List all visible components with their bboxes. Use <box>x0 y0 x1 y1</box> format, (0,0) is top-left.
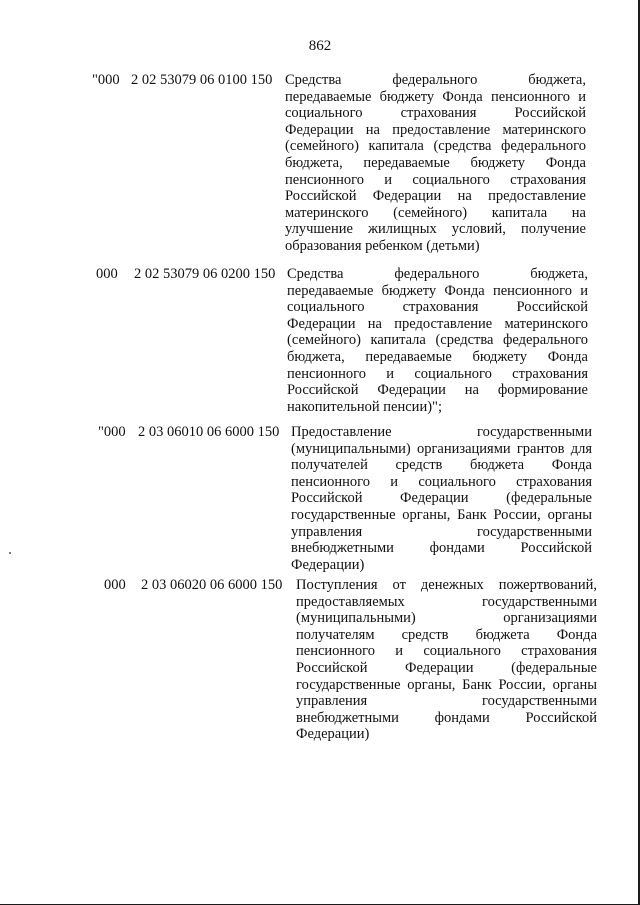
description-line: Российской Федерации на предоставление <box>285 188 586 205</box>
description-line: материнского (семейного) капитала на <box>285 204 586 221</box>
entry-description <box>296 577 597 743</box>
description-line: (муниципальными) организациями <box>296 610 597 627</box>
description-line: образования ребенком (детьми) <box>285 237 480 254</box>
description-line: бюджета, передаваемые бюджету Фонда <box>285 154 586 171</box>
description-line: пенсионного и социального страхования <box>287 365 588 382</box>
description-line: бюджета, передаваемые бюджету Фонда <box>287 348 588 365</box>
entry-description <box>291 424 592 573</box>
description-line: Российской Федерации на формирование <box>287 382 588 399</box>
entry-admin-code: "000 <box>92 72 120 88</box>
description-line: Российской Федерации (федеральные <box>296 659 597 676</box>
description-line: получателей средств бюджета Фонда <box>291 457 592 474</box>
description-line: социального страхования Российской <box>285 105 586 122</box>
entry-budget-code: 2 03 06010 06 6000 150 <box>138 424 280 440</box>
description-line: пенсионного и социального страхования <box>285 171 586 188</box>
entry-budget-code: 2 03 06020 06 6000 150 <box>141 577 283 593</box>
entry-admin-code: 000 <box>104 577 126 593</box>
description-line: передаваемые бюджету Фонда пенсионного и <box>285 88 586 105</box>
description-line: пенсионного и социального страхования <box>291 473 592 490</box>
description-line: Федерации) <box>296 726 370 743</box>
entry-budget-code: 2 02 53079 06 0200 150 <box>134 266 276 282</box>
description-line: Поступления от денежных пожертвований, <box>296 577 597 593</box>
description-line: управления государственными <box>291 523 592 540</box>
scan-speck <box>9 552 11 554</box>
description-line: социального страхования Российской <box>287 299 588 316</box>
description-line: внебюджетными фондами Российской <box>296 709 597 726</box>
description-line: (семейного) капитала (средства федерального <box>285 138 586 155</box>
entry-description <box>285 72 586 255</box>
description-line: накопительной пенсии)"; <box>287 398 442 415</box>
description-line: передаваемые бюджету Фонда пенсионного и <box>287 282 588 299</box>
description-line: внебюджетными фондами Российской <box>291 540 592 557</box>
description-line: Средства федерального бюджета, <box>285 72 586 88</box>
description-line: Российской Федерации (федеральные <box>291 490 592 507</box>
description-line: пенсионного и социального страхования <box>296 643 597 660</box>
description-line: (муниципальными) организациями грантов для <box>291 440 592 457</box>
description-line: Предоставление государственными <box>291 424 592 440</box>
description-line: Федерации на предоставление материнского <box>287 315 588 332</box>
description-line: улучшение жилищных условий, получение <box>285 221 586 238</box>
description-line: предоставляемых государственными <box>296 593 597 610</box>
description-line: Федерации) <box>291 556 365 573</box>
description-line: получателям средств бюджета Фонда <box>296 626 597 643</box>
page-number: 862 <box>308 38 332 54</box>
description-line: государственные органы, Банк России, органы <box>296 676 597 693</box>
entry-budget-code: 2 02 53079 06 0100 150 <box>131 72 273 88</box>
description-line: государственные органы, Банк России, органы <box>291 506 592 523</box>
entry-admin-code: "000 <box>98 424 126 440</box>
description-line: управления государственными <box>296 693 597 710</box>
description-line: Федерации на предоставление материнского <box>285 121 586 138</box>
description-line: (семейного) капитала (средства федерального <box>287 332 588 349</box>
entry-admin-code: 000 <box>96 266 118 282</box>
description-line: Средства федерального бюджета, <box>287 266 588 282</box>
entry-description <box>287 266 588 415</box>
